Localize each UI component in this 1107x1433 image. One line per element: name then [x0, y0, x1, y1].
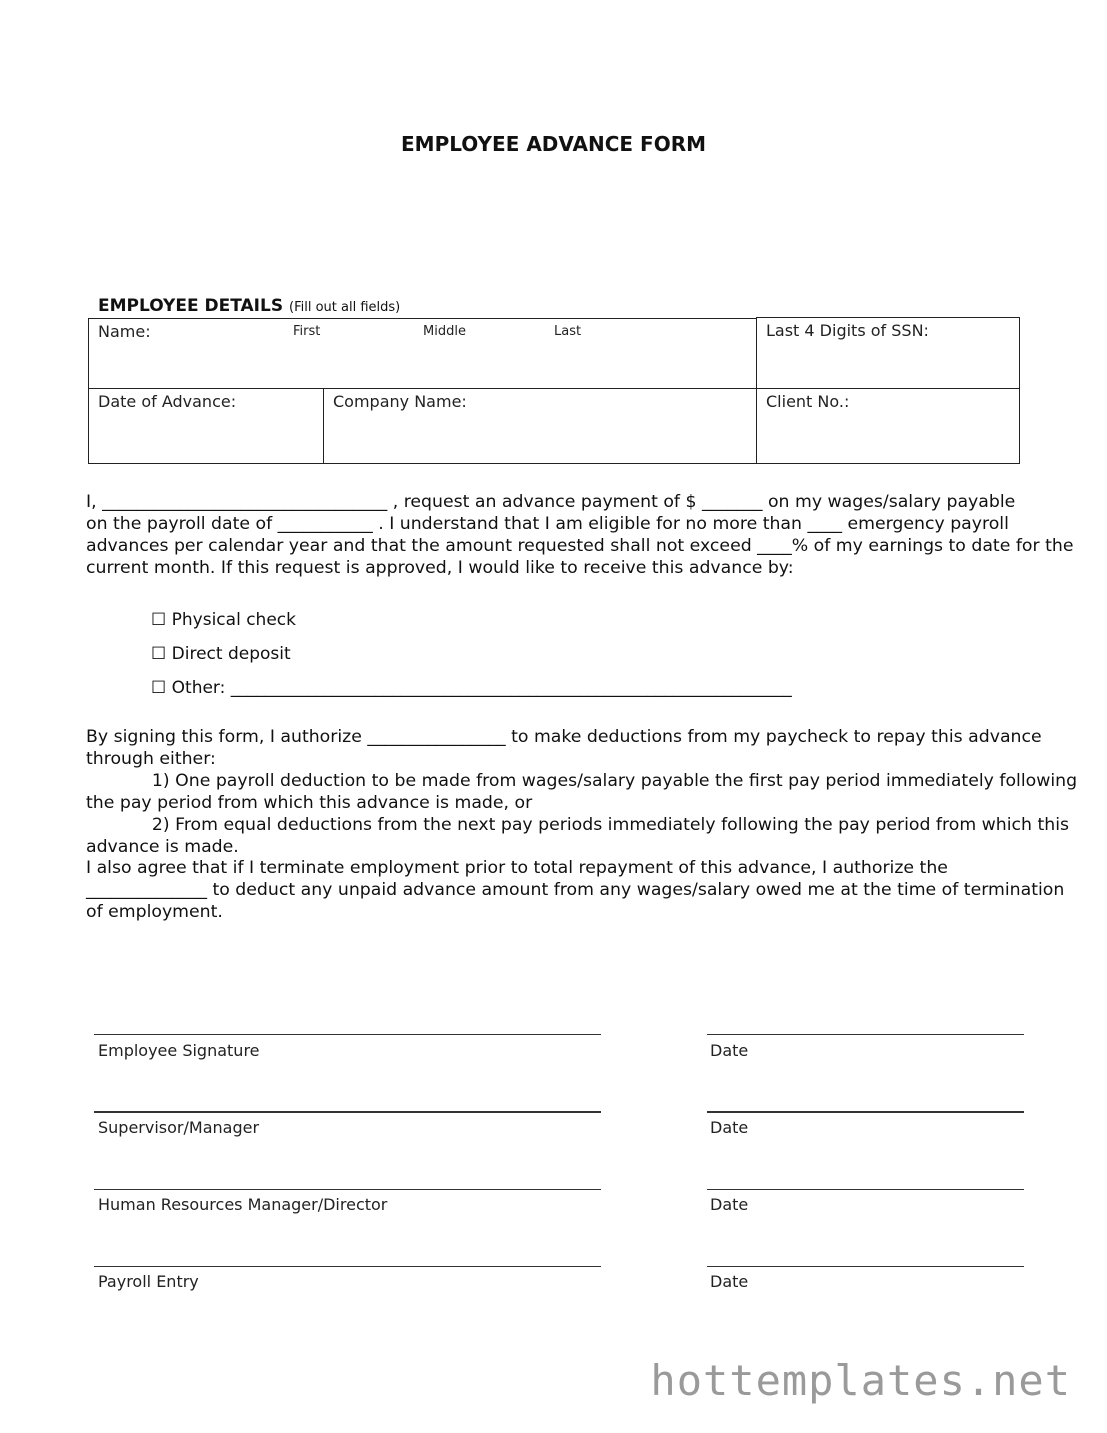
- employee-signature-label: Employee Signature: [98, 1041, 260, 1060]
- employee-date-line[interactable]: [707, 1034, 1024, 1035]
- name-label: Name:: [98, 322, 151, 341]
- authorization-line: 1) One payroll deduction to be made from wages/salary payable the first pay period immediately following: [86, 771, 1078, 791]
- date-of-advance-field[interactable]: [88, 388, 324, 464]
- hr-date-label: Date: [710, 1195, 749, 1214]
- payroll-date-line[interactable]: [707, 1266, 1024, 1267]
- page-title: EMPLOYEE ADVANCE FORM: [401, 132, 706, 156]
- watermark: hottemplates.net: [650, 1356, 1071, 1405]
- supervisor-date-label: Date: [710, 1118, 749, 1137]
- supervisor-signature-label: Supervisor/Manager: [98, 1118, 260, 1137]
- option-other[interactable]: ☐ Other: __________________________________________________________________: [151, 678, 792, 698]
- middle-name-label: Middle: [423, 324, 466, 339]
- employee-details-heading: EMPLOYEE DETAILS: [98, 296, 284, 316]
- hr-signature-label: Human Resources Manager/Director: [98, 1195, 388, 1214]
- request-line: advances per calendar year and that the amount requested shall not exceed ____% of my earnings to date for the: [86, 536, 1074, 556]
- payroll-entry-label: Payroll Entry: [98, 1272, 199, 1291]
- authorization-line: the pay period from which this advance is made, or: [86, 793, 533, 813]
- company-name-label: Company Name:: [333, 392, 467, 411]
- authorization-line: of employment.: [86, 902, 223, 922]
- option-physical-check[interactable]: ☐ Physical check: [151, 610, 296, 630]
- request-line: current month. If this request is approved, I would like to receive this advance by:: [86, 558, 794, 578]
- supervisor-date-line[interactable]: [707, 1111, 1024, 1113]
- employee-date-label: Date: [710, 1041, 749, 1060]
- name-field[interactable]: [88, 318, 757, 389]
- client-number-label: Client No.:: [766, 392, 850, 411]
- option-direct-deposit[interactable]: ☐ Direct deposit: [151, 644, 291, 664]
- payroll-signature-line[interactable]: [94, 1266, 601, 1267]
- authorization-line: 2) From equal deductions from the next pay periods immediately following the pay period from which this: [86, 815, 1070, 835]
- fill-out-note: (Fill out all fields): [289, 300, 401, 315]
- authorization-line: I also agree that if I terminate employment prior to total repayment of this advance, I authorize the: [86, 858, 948, 878]
- request-line: on the payroll date of ___________ . I understand that I am eligible for no more than ____ emergency payroll: [86, 514, 1009, 534]
- authorization-line: through either:: [86, 749, 216, 769]
- supervisor-signature-line[interactable]: [94, 1111, 601, 1113]
- authorization-line: ______________ to deduct any unpaid advance amount from any wages/salary owed me at the time of termination: [86, 880, 1065, 900]
- hr-date-line[interactable]: [707, 1189, 1024, 1190]
- ssn-label: Last 4 Digits of SSN:: [766, 321, 929, 340]
- authorization-line: By signing this form, I authorize ________________ to make deductions from my paycheck to repay this advance: [86, 727, 1042, 747]
- request-line: I, _________________________________ , request an advance payment of $ _______ on my wages/salary payable: [86, 492, 1016, 512]
- ssn-field[interactable]: [756, 317, 1020, 389]
- first-name-label: First: [293, 324, 321, 339]
- authorization-line: advance is made.: [86, 837, 239, 857]
- last-name-label: Last: [554, 324, 582, 339]
- employee-signature-line[interactable]: [94, 1034, 601, 1035]
- company-name-field[interactable]: [323, 388, 757, 464]
- date-of-advance-label: Date of Advance:: [98, 392, 237, 411]
- section-heading: [98, 296, 400, 316]
- payroll-date-label: Date: [710, 1272, 749, 1291]
- hr-signature-line[interactable]: [94, 1189, 601, 1190]
- client-number-field[interactable]: [756, 388, 1020, 464]
